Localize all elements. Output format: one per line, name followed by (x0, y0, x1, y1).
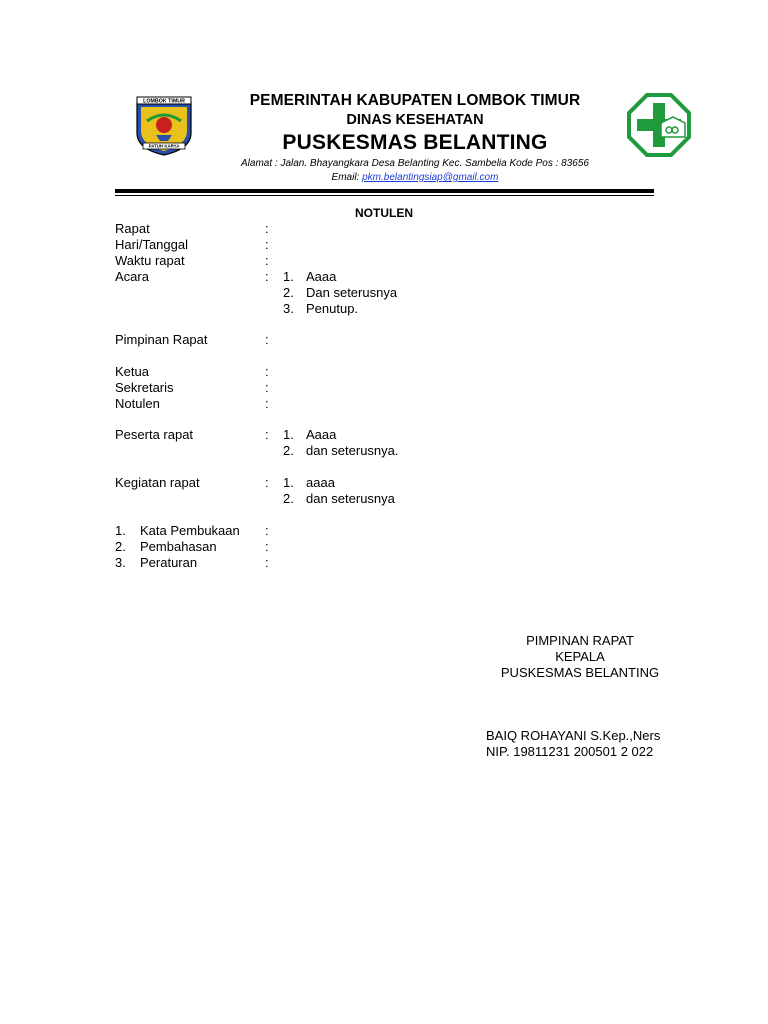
field-colon: : (265, 539, 269, 554)
acara-item-text: Dan seterusnya (306, 285, 398, 300)
acara-item-text: Aaaa (306, 269, 337, 284)
field-notulen-label: Notulen (115, 396, 160, 411)
puskesmas-logo-icon (627, 93, 691, 157)
kegiatan-item-number: 1. (283, 475, 294, 490)
header-institution: PUSKESMAS BELANTING (282, 131, 548, 154)
document-title: NOTULEN (355, 206, 413, 220)
section-kata-pembukaan: Kata Pembukaan (140, 523, 240, 538)
header-department: DINAS KESEHATAN (346, 112, 484, 128)
peserta-item-number: 2. (283, 443, 294, 458)
field-rapat-label: Rapat (115, 221, 150, 236)
signature-name: BAIQ ROHAYANI S.Kep.,Ners (486, 728, 661, 743)
header-address: Alamat : Jalan. Bhayangkara Desa Belanting Kec. Sambelia Kode Pos : 83656 (241, 158, 589, 169)
header-government: PEMERINTAH KABUPATEN LOMBOK TIMUR (249, 92, 581, 109)
peserta-item-text: dan seterusnya. (306, 443, 399, 458)
field-peserta-rapat-label: Peserta rapat (115, 427, 194, 442)
field-colon: : (265, 523, 269, 538)
svg-text:LOMBOK TIMUR: LOMBOK TIMUR (143, 98, 185, 105)
field-sekretaris-label: Sekretaris (115, 380, 174, 395)
signature-nip: NIP. 19811231 200501 2 022 (486, 744, 654, 759)
field-kegiatan-rapat-label: Kegiatan rapat (115, 475, 200, 490)
section-pembahasan: Pembahasan (140, 539, 217, 554)
acara-item-number: 3. (283, 301, 294, 316)
field-colon: : (265, 555, 269, 570)
acara-item-number: 2. (283, 285, 294, 300)
letterhead-rule-thin (115, 195, 654, 196)
field-pimpinan-rapat-label: Pimpinan Rapat (115, 332, 208, 347)
acara-item-number: 1. (283, 269, 294, 284)
field-acara-label: Acara (115, 269, 149, 284)
peserta-item-number: 1. (283, 427, 294, 442)
field-ketua-label: Ketua (115, 364, 149, 379)
section-number: 1. (115, 523, 126, 538)
header-email (205, 172, 625, 183)
email-label: Email: (331, 172, 360, 183)
field-colon: : (265, 364, 269, 379)
signature-role-2: KEPALA (555, 649, 605, 664)
section-number: 3. (115, 555, 126, 570)
svg-text:PATUH KARYA: PATUH KARYA (148, 143, 180, 149)
kegiatan-item-text: dan seterusnya (306, 491, 395, 506)
field-colon: : (265, 237, 269, 252)
field-colon: : (265, 221, 269, 236)
field-colon: : (265, 253, 269, 268)
lombok-timur-emblem-icon (133, 95, 195, 157)
field-colon: : (265, 332, 269, 347)
section-peraturan: Peraturan (140, 555, 198, 570)
signature-role-3: PUSKESMAS BELANTING (500, 665, 660, 680)
email-link[interactable]: pkm.belantingsiap@gmail.com (362, 172, 499, 183)
field-colon: : (265, 427, 269, 442)
kegiatan-item-number: 2. (283, 491, 294, 506)
kegiatan-item-text: aaaa (306, 475, 335, 490)
section-number: 2. (115, 539, 126, 554)
peserta-item-text: Aaaa (306, 427, 337, 442)
letterhead-rule-thick (115, 189, 654, 193)
acara-item-text: Penutup. (306, 301, 359, 316)
field-colon: : (265, 396, 269, 411)
field-colon: : (265, 269, 269, 284)
field-colon: : (265, 475, 269, 490)
field-hari-tanggal-label: Hari/Tanggal (115, 237, 188, 252)
signature-role-1: PIMPINAN RAPAT (526, 633, 634, 648)
field-colon: : (265, 380, 269, 395)
field-waktu-rapat-label: Waktu rapat (115, 253, 185, 268)
